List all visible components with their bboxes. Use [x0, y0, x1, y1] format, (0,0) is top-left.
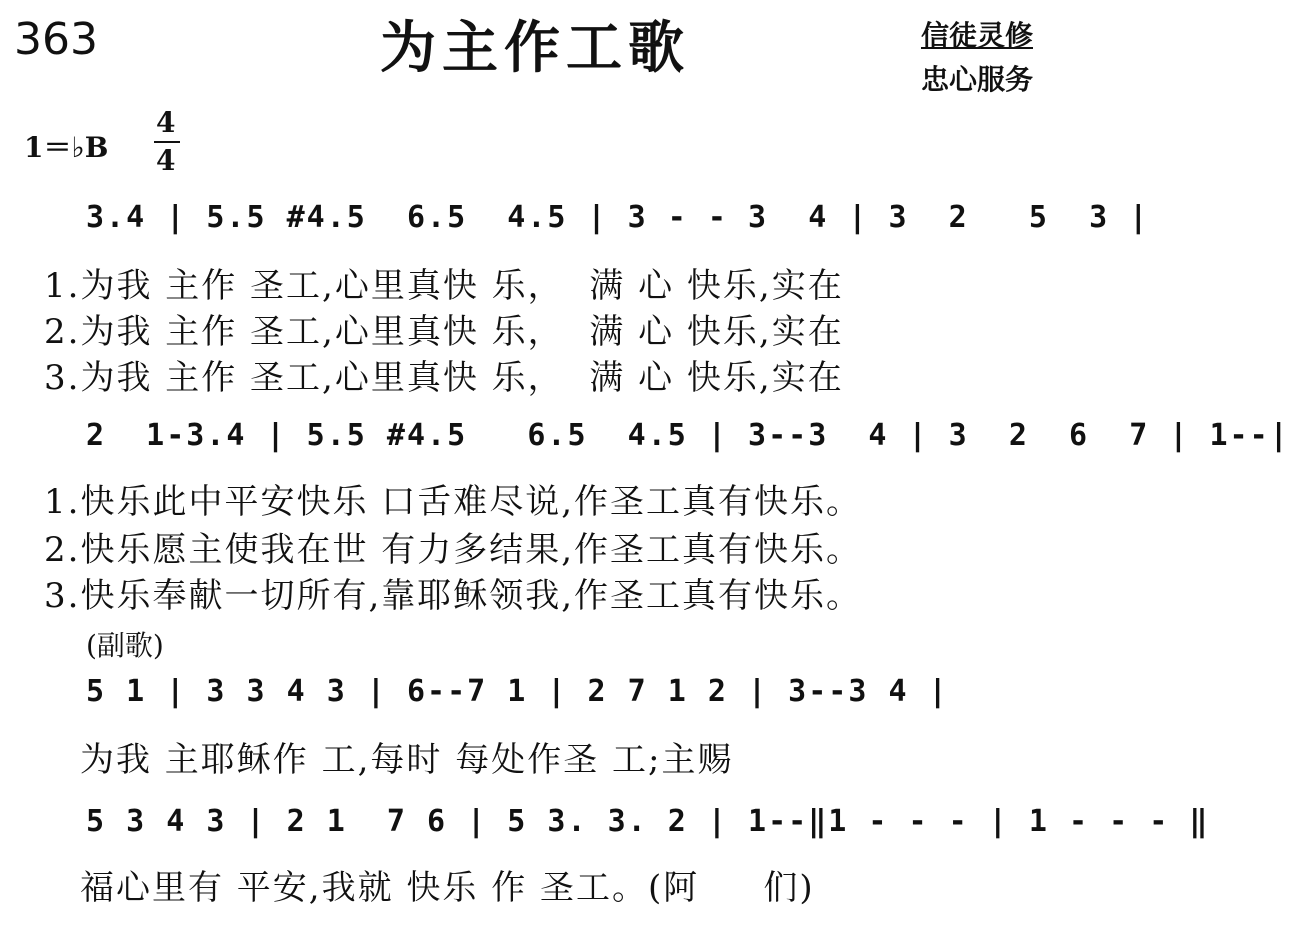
category-label: 信徒灵修: [920, 19, 1033, 52]
subcategory-label: 忠心服务: [920, 63, 1033, 96]
chorus-notation-1: 5 1 | 3 3 4 3 | 6--7 1 | 2 7 1 2 | 3--3 4 |: [86, 674, 949, 709]
chorus-lyric-1: 为我 主耶稣作 工,每时 每处作圣 工;主赐: [80, 740, 734, 780]
lyric-verse-3-line-2: 3.快乐奉献一切所有,靠耶稣领我,作圣工真有快乐。: [44, 576, 863, 616]
lyric-verse-1: 1.为我 主作 圣工,心里真快 乐， 满 心 快乐,实在: [44, 266, 844, 306]
chorus-label: (副歌): [86, 629, 164, 662]
key-signature: 1＝♭B: [24, 131, 109, 164]
lyric-verse-2: 2.为我 主作 圣工,心里真快 乐， 满 心 快乐,实在: [44, 312, 844, 352]
lyric-verse-2-line-2: 2.快乐愿主使我在世 有力多结果,作圣工真有快乐。: [44, 530, 863, 570]
notation-line-2: 2 1-3.4 | 5.5 #4.5 6.5 4.5 | 3--3 4 | 3 2 6 7 | 1--|: [86, 418, 1290, 453]
time-signature-bottom: 4: [156, 144, 176, 177]
hymn-number: 363: [14, 14, 98, 65]
time-signature-divider: [154, 141, 180, 143]
chorus-lyric-2: 福心里有 平安,我就 快乐 作 圣工。(阿 们): [80, 868, 815, 908]
chorus-notation-2: 5 3 4 3 | 2 1 7 6 | 5 3. 3. 2 | 1--‖1 - - - | 1 - - - ‖: [86, 804, 1210, 839]
song-title: 为主作工歌: [380, 16, 690, 81]
lyric-verse-1-line-2: 1.快乐此中平安快乐 口舌难尽说,作圣工真有快乐。: [44, 482, 863, 522]
lyric-verse-3: 3.为我 主作 圣工,心里真快 乐， 满 心 快乐,实在: [44, 358, 844, 398]
notation-line-1: 3.4 | 5.5 #4.5 6.5 4.5 | 3 - - 3 4 | 3 2 5 3 |: [86, 200, 1150, 235]
time-signature-top: 4: [156, 106, 176, 139]
